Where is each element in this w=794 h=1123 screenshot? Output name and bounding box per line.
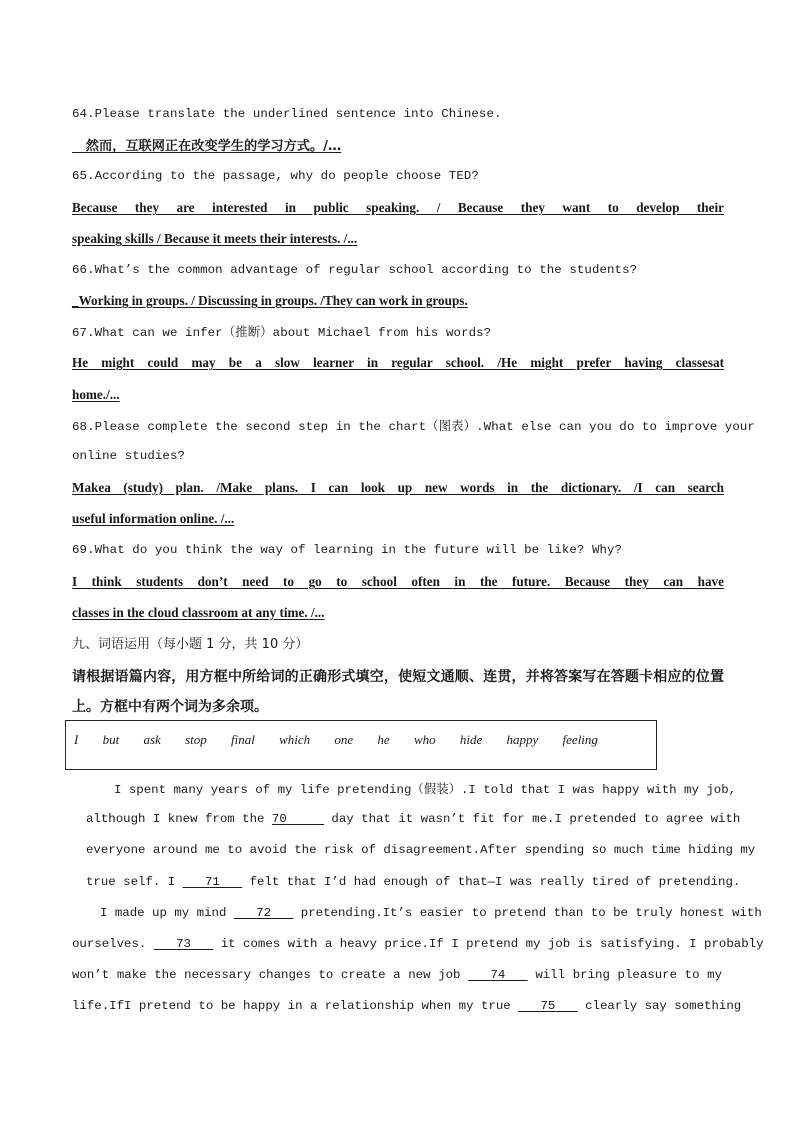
word-item: ask (143, 732, 161, 747)
answer-66: _Working in groups. / Discussing in groups. /They can work in groups. (72, 293, 468, 308)
blank-74[interactable]: 74 (490, 968, 506, 982)
passage-line-8: life.IfI pretend to be happy in a relationship when my true 75 clearly say something (72, 999, 742, 1013)
passage-line-6: ourselves. 73 it comes with a heavy price.If I pretend my job is satisfying. I probably (72, 937, 764, 951)
passage-line-1: I spent many years of my life pretending（假装）.I told that I was happy with my job, (114, 783, 737, 797)
word-list (74, 732, 598, 748)
answer-68-line2: useful information online. /... (72, 511, 235, 526)
answer-67-line1: He might could may be a slow learner in regular school. /He might prefer having classesat (72, 355, 724, 370)
question-65: 65.According to the passage, why do people choose TED? (72, 169, 479, 183)
word-item: stop (185, 732, 207, 747)
word-item: who (413, 732, 436, 747)
section-instruction-line1: 请根据语篇内容，用方框中所给词的正确形式填空，使短文通顺、连贯，并将答案写在答题卡相应的位置 (72, 669, 724, 685)
word-item: he (377, 732, 390, 747)
word-item: I (74, 732, 79, 747)
section-instruction-line2: 上。方框中有两个词为多余项。 (72, 699, 268, 715)
question-68-line1: 68.Please complete the second step in the chart（图表）.What else can you do to improve your (72, 420, 755, 434)
word-box (65, 720, 657, 770)
word-item: feeling (562, 732, 598, 747)
blank-75[interactable]: 75 (540, 999, 556, 1013)
blank-73[interactable]: 73 (176, 937, 191, 951)
question-66: 66.What’s the common advantage of regular school according to the students? (72, 263, 638, 277)
answer-65-line2: speaking skills / Because it meets their interests. /... (72, 231, 358, 246)
question-64: 64.Please translate the underlined sentence into Chinese. (72, 107, 502, 121)
blank-72[interactable]: 72 (256, 906, 272, 920)
answer-65-line1: Because they are interested in public speaking. / Because they want to develop their (72, 200, 724, 215)
answer-68-line1: Makea (study) plan. /Make plans. I can look up new words in the dictionary. /I can search (72, 480, 724, 495)
word-item: but (102, 732, 120, 747)
question-69: 69.What do you think the way of learning in the future will be like? Why? (72, 543, 623, 557)
passage-line-4: true self. I 71 felt that I’d had enough of that—I was really tired of pretending. (86, 875, 741, 889)
passage-line-2: although I knew from the 70 day that it wasn’t fit for me.I pretended to agree with (86, 812, 741, 826)
section-title: 九、词语运用（每小题 1 分，共 10 分） (72, 637, 309, 652)
word-item: one (334, 732, 354, 747)
passage-line-3: everyone around me to avoid the risk of disagreement.After spending so much time hiding my (86, 843, 756, 857)
blank-71[interactable]: 71 (204, 875, 220, 889)
word-item: happy (506, 732, 539, 747)
passage-line-7: won’t make the necessary changes to create a new job 74 will bring pleasure to my (72, 968, 723, 982)
passage-line-5: I made up my mind 72 pretending.It’s easier to pretend than to be truly honest with (100, 906, 762, 920)
question-68-line2: online studies? (72, 449, 186, 463)
question-67: 67.What can we infer（推断）about Michael from his words? (72, 326, 492, 340)
word-item: final (230, 732, 255, 747)
word-item: hide (459, 732, 483, 747)
answer-69-line1: I think students don’t need to go to school often in the future. Because they can have (72, 574, 724, 589)
word-item: which (279, 732, 311, 747)
answer-67-line2: home./... (72, 387, 120, 402)
answer-69-line2: classes in the cloud classroom at any time. /... (72, 605, 325, 620)
answer-64: 然而，互联网正在改变学生的学习方式。/… (85, 139, 342, 154)
blank-70[interactable]: 70 (271, 812, 287, 826)
